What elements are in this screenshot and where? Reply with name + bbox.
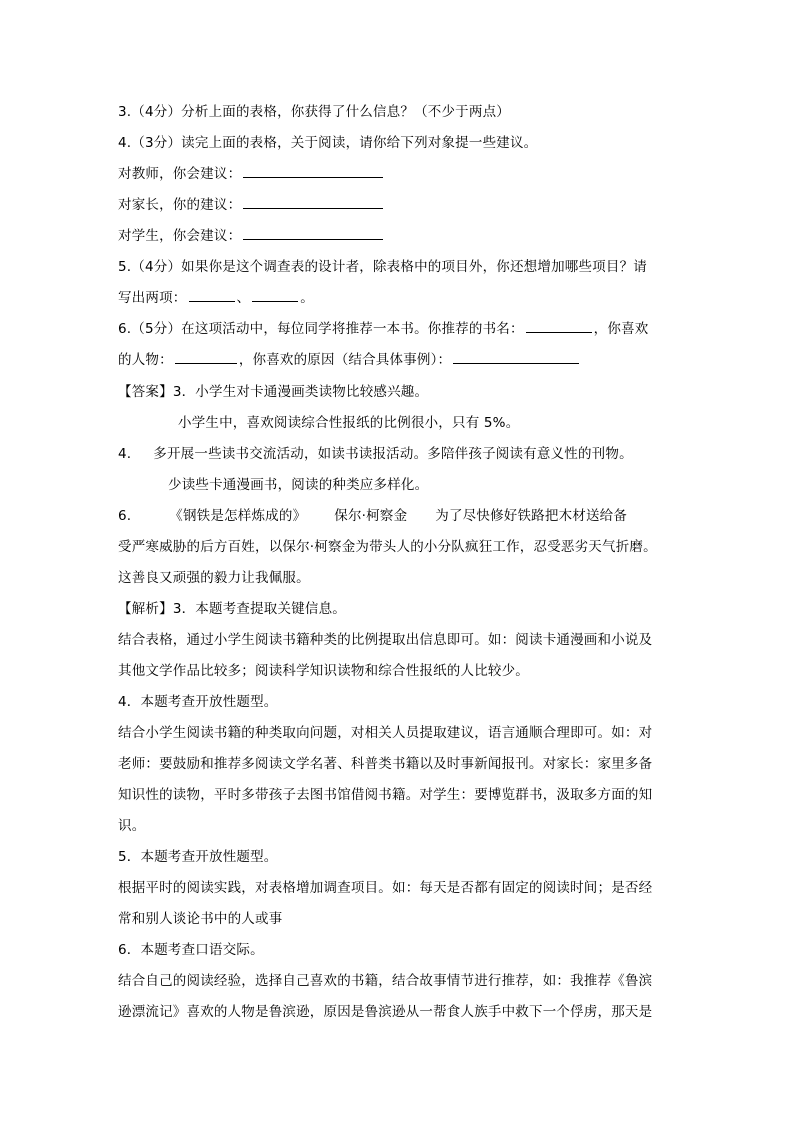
student-label: 对学生，你会建议： xyxy=(118,228,242,244)
question-3: 3.（4分）分析上面的表格，你获得了什么信息？（不少于两点） xyxy=(118,104,510,120)
answer-label: 【答案】 xyxy=(118,384,173,400)
analysis-4-line-3: 知识性的读物，平时多带孩子去图书馆借阅书籍。对学生：要博览群书，汲取多方面的知 xyxy=(118,787,653,803)
reason-blank[interactable] xyxy=(453,349,579,364)
question-4-student xyxy=(118,224,385,248)
analysis-3-line-2: 其他文学作品比较多；阅读科学知识读物和综合性报纸的人比较少。 xyxy=(118,663,529,679)
answer-6-reason-1: 为了尽快修好铁路把木材送给备 xyxy=(435,508,628,524)
q5-prefix: 写出两项： xyxy=(118,290,187,306)
student-answer-blank[interactable] xyxy=(243,225,383,240)
q5-blank-2[interactable] xyxy=(252,287,298,302)
analysis-label: 【解析】 xyxy=(118,601,173,617)
answer-6-number: 6. xyxy=(118,508,132,524)
answer-6-line-1 xyxy=(118,504,627,528)
question-4-parent xyxy=(118,193,385,217)
answer-3-2: 小学生中，喜欢阅读综合性报纸的比例很小，只有 5%。 xyxy=(178,415,520,431)
parent-label: 对家长，你的建议： xyxy=(118,197,242,213)
analysis-3-head: 3．本题考查提取关键信息。 xyxy=(172,601,347,617)
answer-4-line-1 xyxy=(118,442,633,466)
analysis-6-line-2: 逊漂流记》喜欢的人物是鲁滨逊，原因是鲁滨逊从一帮食人族手中救下一个俘虏，那天是 xyxy=(118,1004,653,1020)
answer-6-book: 《钢铁是怎样炼成的》 xyxy=(169,508,307,524)
q5-blank-1[interactable] xyxy=(189,287,235,302)
analysis-line-1 xyxy=(118,597,346,621)
q5-end: 。 xyxy=(300,290,314,306)
analysis-5-line-1: 根据平时的阅读实践，对表格增加调查项目。如：每天是否都有固定的阅读时间；是否经 xyxy=(118,880,653,896)
question-4: 4.（3分）读完上面的表格，关于阅读，请你给下列对象提一些建议。 xyxy=(118,135,538,151)
analysis-5-head: 5．本题考查开放性题型。 xyxy=(118,849,278,865)
question-5-line1: 5.（4分）如果你是这个调查表的设计者，除表格中的项目外，你还想增加哪些项目？请 xyxy=(118,259,647,275)
analysis-4-line-1: 结合小学生阅读书籍的种类取向问题，对相关人员提取建议，语言通顺合理即可。如：对 xyxy=(118,725,653,741)
question-4-teacher xyxy=(118,162,385,186)
analysis-4-line-4: 识。 xyxy=(118,818,146,834)
answer-6-reason-2: 受严寒威胁的后方百姓，以保尔·柯察金为带头人的小分队疯狂工作，忍受恶劣天气折磨。 xyxy=(118,539,657,555)
question-6-line1 xyxy=(118,317,648,341)
q6-reason-label: ，你喜欢的原因（结合具体事例）： xyxy=(238,352,452,368)
answer-6-reason-3: 这善良又顽强的毅力让我佩服。 xyxy=(118,570,310,586)
question-6-line2 xyxy=(118,348,581,372)
answer-6-person: 保尔·柯察金 xyxy=(334,508,408,524)
answer-3-1: 3．小学生对卡通漫画类读物比较感兴趣。 xyxy=(172,384,429,400)
q6-person-label: 的人物： xyxy=(118,352,173,368)
answer-4-1: 多开展一些读书交流活动，如读书读报活动。多陪伴孩子阅读有意义性的刊物。 xyxy=(153,446,633,462)
analysis-6-head: 6．本题考查口语交际。 xyxy=(118,942,264,958)
parent-answer-blank[interactable] xyxy=(243,194,383,209)
q6-suffix: ，你喜欢 xyxy=(593,321,649,337)
teacher-label: 对教师，你会建议： xyxy=(118,166,242,182)
q6-prefix: 6.（5分）在这项活动中，每位同学将推荐一本书。你推荐的书名： xyxy=(118,321,524,337)
analysis-3-line-1: 结合表格，通过小学生阅读书籍种类的比例提取出信息即可。如：阅读卡通漫画和小说及 xyxy=(118,632,653,648)
book-name-blank[interactable] xyxy=(526,318,592,333)
answer-4-number: 4. xyxy=(118,446,132,462)
q5-separator: 、 xyxy=(236,290,251,306)
analysis-6-line-1: 结合自己的阅读经验，选择自己喜欢的书籍，结合故事情节进行推荐，如：我推荐《鲁滨 xyxy=(118,973,653,989)
answer-line-1 xyxy=(118,380,428,404)
person-blank[interactable] xyxy=(175,349,237,364)
analysis-4-head: 4．本题考查开放性题型。 xyxy=(118,694,278,710)
answer-4-2: 少读些卡通漫画书，阅读的种类应多样化。 xyxy=(168,477,429,493)
question-5-line2 xyxy=(118,286,314,310)
analysis-4-line-2: 老师：要鼓励和推荐多阅读文学名著、科普类书籍以及时事新闻报刊。对家长：家里多备 xyxy=(118,756,653,772)
teacher-answer-blank[interactable] xyxy=(243,163,383,178)
analysis-5-line-2: 常和别人谈论书中的人或事 xyxy=(118,911,283,927)
